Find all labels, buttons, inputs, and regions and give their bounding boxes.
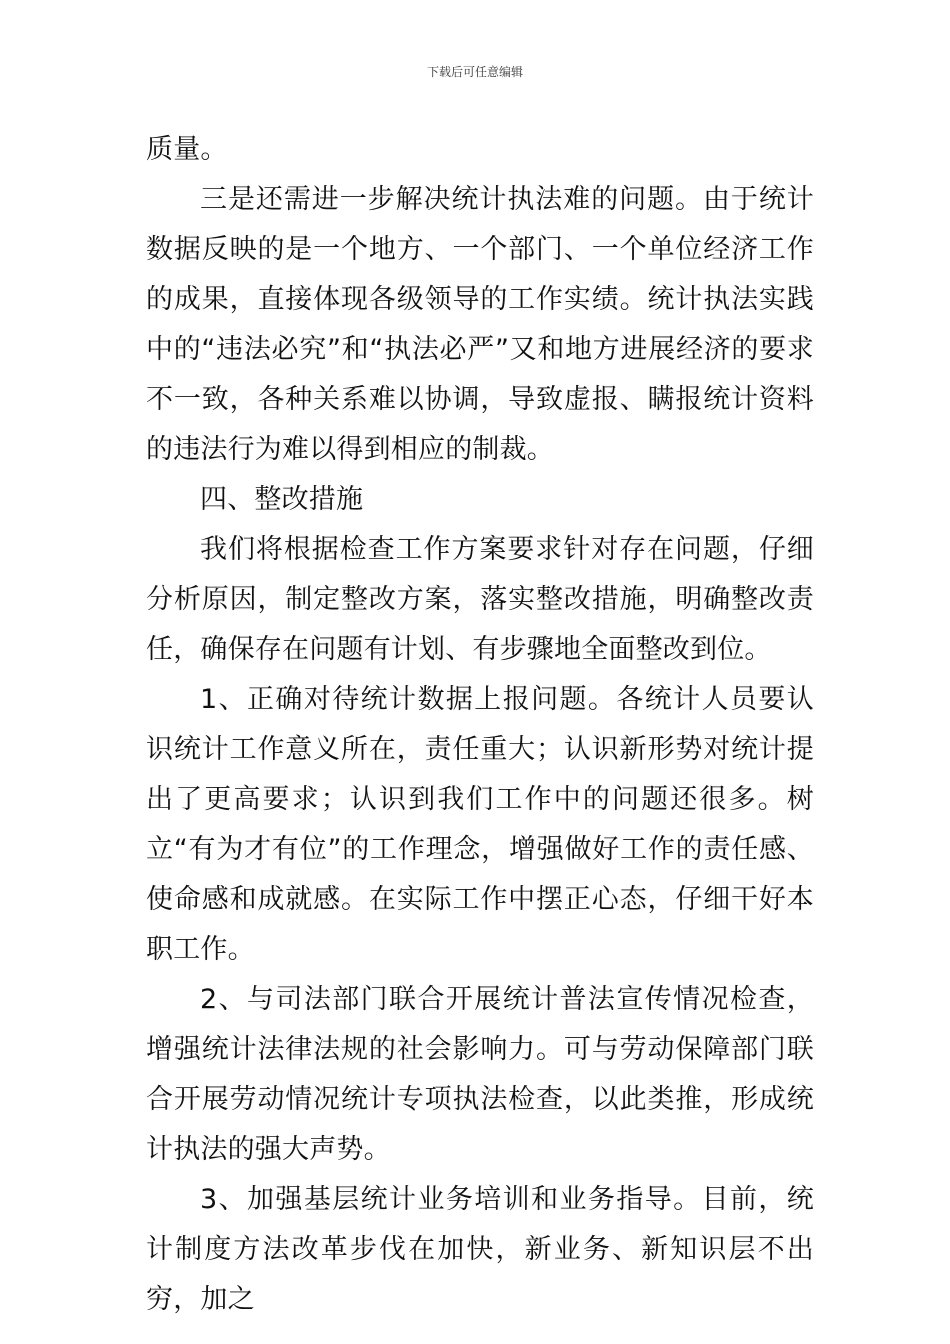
document-body <box>146 125 814 1325</box>
list-item-3: 3、加强基层统计业务培训和业务指导。目前，统计制度方法改革步伐在加快，新业务、新知识层不出穷，加之 <box>146 1184 814 1315</box>
paragraph-2: 三是还需进一步解决统计执法难的问题。由于统计数据反映的是一个地方、一个部门、一个单位经济工作的成果，直接体现各级领导的工作实绩。统计执法实践中的“违法必究”和“执法必严”又和地方进展经济的要求不一致，各种关系难以协调，导致虚报、瞒报统计资料的违法行为难以得到相应的制裁。 <box>146 184 814 465</box>
list-item-2: 2、与司法部门联合开展统计普法宣传情况检查，增强统计法律法规的社会影响力。可与劳动保障部门联合开展劳动情况统计专项执法检查，以此类推，形成统计执法的强大声势。 <box>146 984 814 1165</box>
list-item-1: 1、正确对待统计数据上报问题。各统计人员要认识统计工作意义所在，责任重大；认识新形势对统计提出了更高要求；认识到我们工作中的问题还很多。树立“有为才有位”的工作理念，增强做好工作的责任感、使命感和成就感。在实际工作中摆正心态，仔细干好本职工作。 <box>146 684 814 965</box>
page-header-note: 下载后可任意编辑 <box>426 65 523 79</box>
section-heading-rectification: 四、整改措施 <box>200 484 364 515</box>
paragraph-4: 我们将根据检查工作方案要求针对存在问题，仔细分析原因，制定整改方案，落实整改措施，明确整改责任，确保存在问题有计划、有步骤地全面整改到位。 <box>146 534 814 665</box>
paragraph-1: 质量。 <box>146 134 228 165</box>
